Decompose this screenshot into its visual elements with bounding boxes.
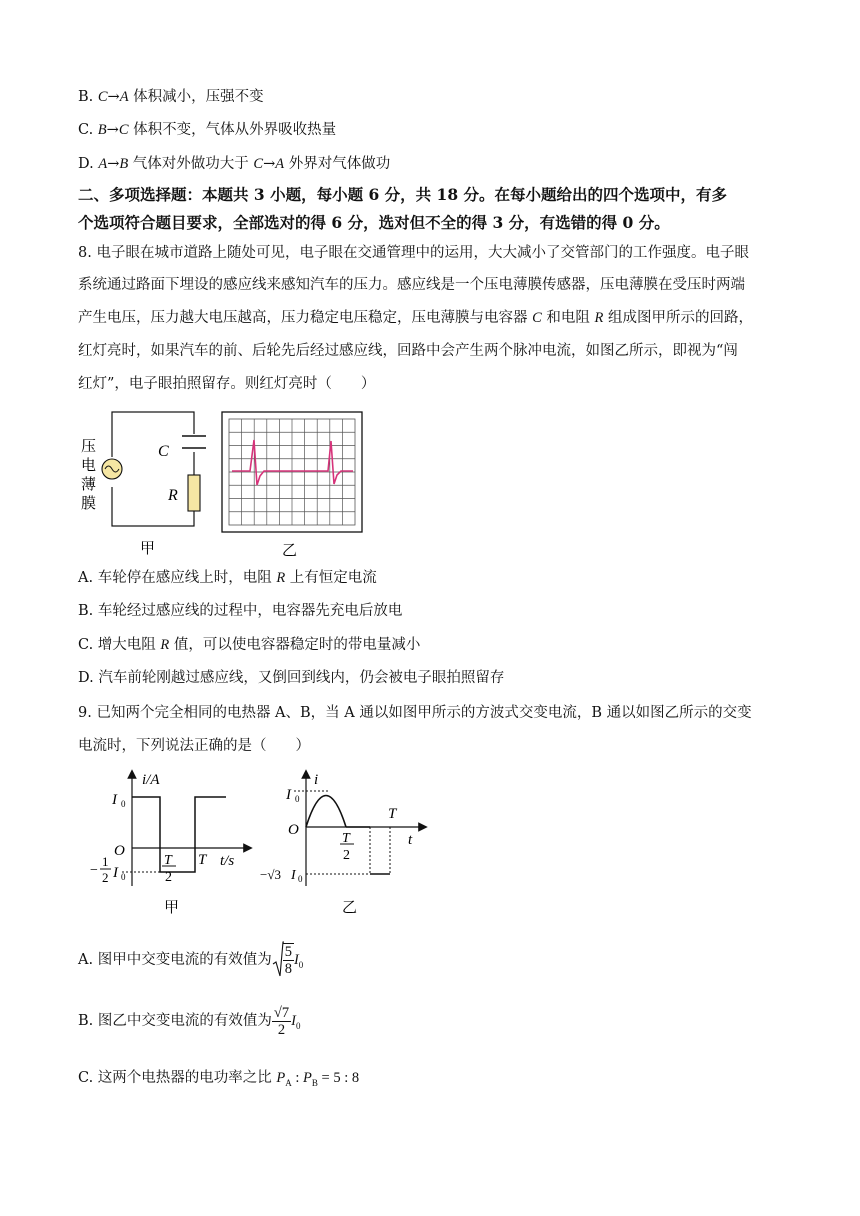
- fraction-b: $\frac{√7}{2}$: [273, 1004, 290, 1038]
- q8-option-b: B. 车轮经过感应线的过程中，电容器先充电后放电: [78, 603, 403, 619]
- yi-caption: 乙: [342, 898, 358, 916]
- film-label-1: 压: [81, 437, 97, 455]
- yi-T-label: T: [388, 806, 397, 822]
- jia-neg-den: 2: [102, 870, 109, 885]
- q8-option-d: D. 汽车前轮刚越过感应线，又倒回到线内，仍会被电子眼拍照留存: [78, 670, 505, 686]
- yi-ylabel: i: [314, 772, 319, 788]
- jia-caption: 甲: [164, 898, 180, 916]
- jia-neg-sign: −: [90, 863, 98, 878]
- yi-neg-i: I: [291, 868, 296, 883]
- q9-text-line1: 9. 已知两个完全相同的电热器 A、B，当 A 通以如图甲所示的方波式交变电流，B 通以如图乙所示的交变: [78, 705, 752, 721]
- option-d-prev: D. A→B 气体对外做功大于 C→A 外界对气体做功: [78, 156, 391, 172]
- res-label: R: [168, 487, 178, 504]
- cap-label: C: [158, 443, 169, 460]
- yi-neg-sub: 0: [298, 874, 303, 884]
- q9-text-line2: 电流时，下列说法正确的是（ ）: [78, 738, 310, 754]
- q9-option-a: A. 图甲中交变电流的有效值为 $\frac{5}{8}$ $I_0$: [78, 940, 303, 983]
- resistor: [188, 475, 200, 511]
- q8-circuit-figure: [76, 405, 206, 557]
- yi-xlabel: t: [408, 832, 413, 848]
- yi-origin: O: [288, 822, 299, 838]
- fig-yi-caption: 乙: [282, 541, 298, 558]
- film-label-3: 薄: [81, 475, 97, 493]
- jia-halfT-num: T: [164, 853, 172, 868]
- q9-option-b: B. 图乙中交变电流的有效值为 $\frac{√7}{2}$ $I_0$: [78, 1004, 301, 1038]
- film-label-4: 膜: [81, 494, 97, 512]
- film-label-2: 电: [81, 456, 97, 474]
- q9-sine-pulse-figure: [258, 768, 428, 918]
- yi-i0-sub: 0: [295, 794, 300, 804]
- option-c-prev: C. B→C 体积不变，气体从外界吸收热量: [78, 122, 337, 138]
- yi-halfT-den: 2: [343, 848, 350, 863]
- q8-text-line3: 产生电压，压力越大电压越高，压力稳定电压稳定，压电薄膜与电容器 C 和电阻 R 组成图甲所示的回路，: [78, 310, 753, 326]
- q8-text-line1: 8. 电子眼在城市道路上随处可见，电子眼在交通管理中的运用，大大减小了交管部门的工作强度。电子眼: [78, 245, 749, 261]
- q9-square-wave-figure: [88, 768, 258, 918]
- jia-T-label: T: [198, 852, 207, 868]
- yi-neg-label: −√3: [260, 867, 281, 882]
- q8-text-line2: 系统通过路面下埋设的感应线来感知汽车的压力。感应线是一个压电薄膜传感器，压电薄膜在受压时两端: [78, 277, 745, 293]
- jia-ylabel: i/A: [142, 772, 160, 788]
- jia-neg-i: I: [113, 865, 118, 881]
- jia-i0-sub: 0: [121, 799, 126, 809]
- sqrt-fraction-a: $\frac{5}{8}$: [272, 940, 294, 980]
- q8-text-line5: 红灯”，电子眼拍照留存。则红灯亮时（ ）: [78, 376, 376, 392]
- jia-i0-label: I: [112, 792, 117, 808]
- yi-i0-label: I: [286, 787, 291, 803]
- jia-neg-num: 1: [102, 854, 109, 869]
- option-b-prev: B. C→A 体积减小，压强不变: [78, 89, 264, 105]
- q8-option-a: A. 车轮停在感应线上时，电阻 R 上有恒定电流: [78, 570, 377, 586]
- q9-option-c: C. 这两个电热器的电功率之比 $P_A$ : $P_B = 5$ : 8: [78, 1070, 360, 1088]
- q8-oscilloscope-figure: [220, 410, 365, 558]
- q8-text-line4: 红灯亮时，如果汽车的前、后轮先后经过感应线，回路中会产生两个脉冲电流，如图乙所示，即视为“闯: [78, 343, 738, 359]
- jia-xlabel: t/s: [220, 853, 235, 869]
- q8-option-c: C. 增大电阻 R 值，可以使电容器稳定时的带电量减小: [78, 637, 421, 653]
- jia-origin: O: [114, 843, 125, 859]
- section-header-line2: 个选项符合题目要求，全部选对的得 6 分，选对但不全的得 3 分，有选错的得 0 分。: [78, 213, 670, 232]
- fig-jia-caption: 甲: [140, 539, 156, 557]
- jia-halfT-den: 2: [165, 870, 172, 885]
- jia-neg-sub: 0: [121, 872, 126, 882]
- section-header-line1: 二、多项选择题：本题共 3 小题，每小题 6 分，共 18 分。在每小题给出的四个选项中，有多: [78, 185, 728, 204]
- yi-halfT-num: T: [342, 831, 350, 846]
